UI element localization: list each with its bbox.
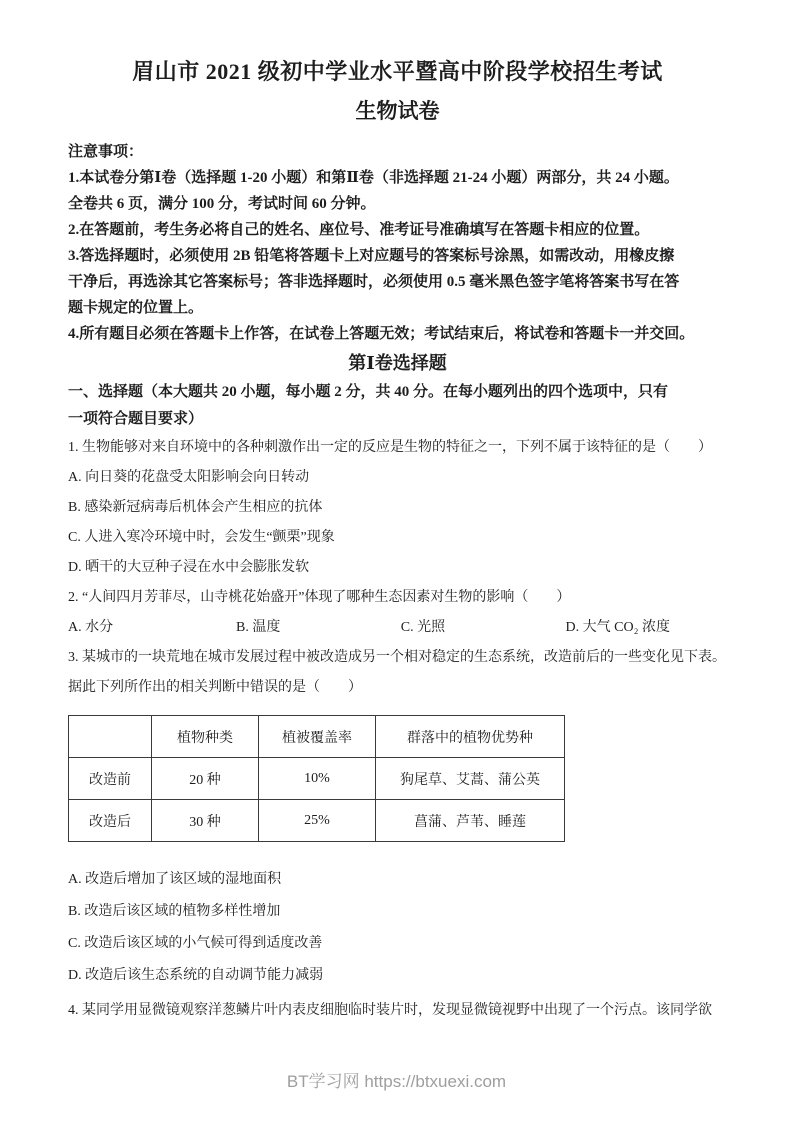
option-item: D. 晒干的大豆种子浸在水中会膨胀发软 — [68, 560, 310, 575]
question-3 — [68, 643, 727, 992]
table-row — [69, 800, 565, 842]
table-cell: 菖蒲、芦苇、睡莲 — [376, 800, 565, 842]
table-header-row — [69, 716, 565, 758]
notice-line: 题卡规定的位置上。 — [68, 300, 204, 316]
table-cell: 狗尾草、艾蒿、蒲公英 — [376, 758, 565, 800]
notice-line: 干净后，再选涂其它答案标号；答非选择题时，必须使用 0.5 毫米黑色签字笔将答案书写在答 — [68, 274, 680, 290]
notice-line: 3.答选择题时，必须使用 2B 铅笔将答题卡上对应题号的答案标号涂黑，如需改动，用橡皮擦 — [68, 248, 675, 264]
section-intro-line: 一项符合题目要求） — [68, 411, 204, 427]
question-text: 3. 某城市的一块荒地在城市发展过程中被改造成另一个相对稳定的生态系统，改造前后的一些变化见下表。 — [68, 650, 726, 665]
doc-subtitle: 生物试卷 — [355, 99, 440, 123]
question-text: 4. 某同学用显微镜观察洋葱鳞片叶内表皮细胞临时装片时，发现显微镜视野中出现了一个污点。该同学欲 — [68, 1003, 712, 1018]
option-item: B. 改造后该区域的植物多样性增加 — [68, 904, 281, 919]
question-1 — [68, 433, 727, 583]
table-header-cell: 植被覆盖率 — [259, 716, 376, 758]
notice-item-4 — [68, 321, 727, 347]
option-item: A. 水分 — [68, 620, 114, 635]
notice-item-3 — [68, 243, 727, 321]
section-intro — [68, 379, 727, 433]
table-header-cell: 植物种类 — [152, 716, 259, 758]
question-text: 1. 生物能够对来自环境中的各种刺激作出一定的反应是生物的特征之一，下列不属于该特征的是（ ） — [68, 440, 712, 455]
option-item: A. 向日葵的花盘受太阳影响会向日转动 — [68, 470, 310, 485]
table-header-cell: 群落中的植物优势种 — [376, 716, 565, 758]
option-item: A. 改造后增加了该区域的湿地面积 — [68, 872, 282, 887]
options-row — [68, 613, 727, 643]
option-item: C. 人进入寒冷环境中时，会发生“颤栗”现象 — [68, 530, 335, 545]
notice-heading: 注意事项： — [68, 144, 144, 160]
notice-section — [68, 139, 727, 347]
notice-line: 全卷共 6 页，满分 100 分，考试时间 60 分钟。 — [68, 196, 376, 212]
table-cell: 25% — [259, 800, 376, 842]
table-cell: 10% — [259, 758, 376, 800]
ecosystem-comparison-table — [68, 715, 565, 842]
question-2 — [68, 583, 727, 643]
table-row — [69, 758, 565, 800]
section-intro-line: 一、选择题（本大题共 20 小题，每小题 2 分，共 40 分。在每小题列出的四个选项中，只有 — [68, 384, 669, 400]
doc-title: 眉山市 2021 级初中学业水平暨高中阶段学校招生考试 — [132, 59, 663, 84]
notice-line: 1.本试卷分第Ⅰ卷（选择题 1-20 小题）和第Ⅱ卷（非选择题 21-24 小题）两部分，共 24 小题。 — [68, 170, 679, 186]
notice-item-2 — [68, 217, 727, 243]
notice-item-1 — [68, 165, 727, 217]
option-item: C. 光照 — [400, 620, 446, 635]
table-cell: 20 种 — [152, 758, 259, 800]
option-item: D. 大气 CO₂ 浓度 — [565, 620, 670, 635]
section-heading: 第Ⅰ卷选择题 — [348, 353, 447, 373]
option-item: D. 改造后该生态系统的自动调节能力减弱 — [68, 968, 324, 983]
notice-line: 4.所有题目必须在答题卡上作答，在试卷上答题无效；考试结束后，将试卷和答题卡一并交回。 — [68, 326, 695, 342]
option-item: B. 感染新冠病毒后机体会产生相应的抗体 — [68, 500, 323, 515]
table-header-cell — [69, 716, 152, 758]
table-row-label: 改造前 — [69, 758, 152, 800]
question-4 — [68, 996, 727, 1026]
option-item: B. 温度 — [236, 620, 281, 635]
table-cell: 30 种 — [152, 800, 259, 842]
notice-line: 2.在答题前，考生务必将自己的姓名、座位号、准考证号准确填写在答题卡相应的位置。 — [68, 222, 650, 238]
question-text: 据此下列所作出的相关判断中错误的是（ ） — [68, 680, 362, 695]
footer-watermark: BT学习网 https://btxuexi.com — [286, 1072, 507, 1091]
option-item: C. 改造后该区域的小气候可得到适度改善 — [68, 936, 323, 951]
question-text: 2. “人间四月芳菲尽，山寺桃花始盛开”体现了哪种生态因素对生物的影响（ ） — [68, 590, 571, 605]
table-row-label: 改造后 — [69, 800, 152, 842]
